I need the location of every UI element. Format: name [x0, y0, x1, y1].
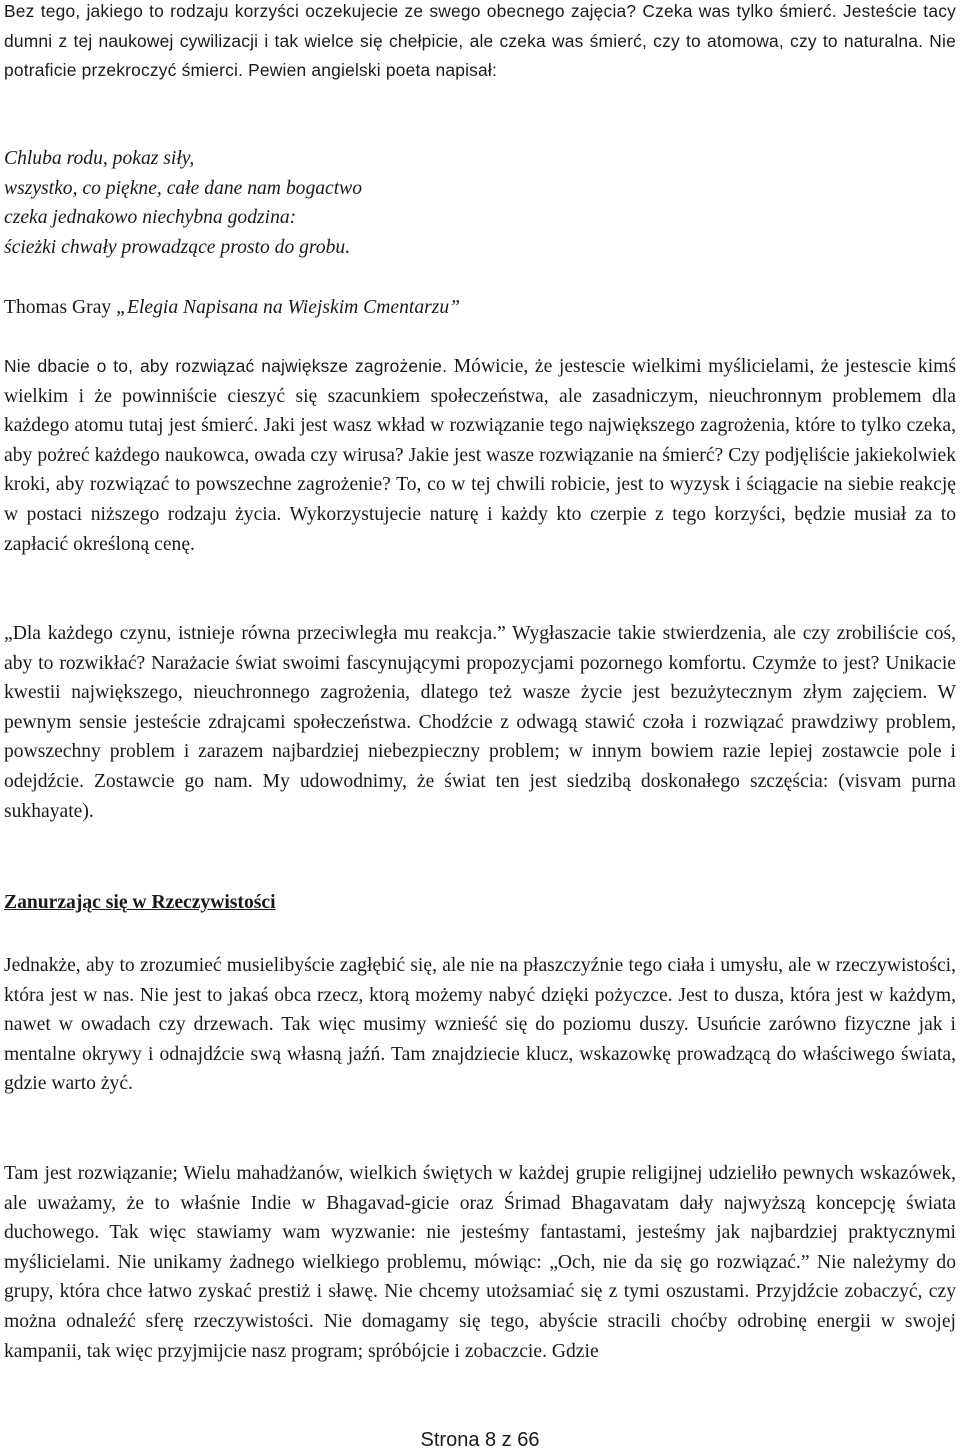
citation-author: Thomas Gray — [4, 297, 117, 318]
poem-line: ścieżki chwały prowadzące prosto do grobu. — [4, 236, 351, 258]
body-paragraph-2: „Dla każdego czynu, istnieje równa przeciwległa mu reakcja.” Wygłaszacie takie stwierdzenia, ale czy zrobiliście coś, aby to rozwikłać? Narażacie świat swoimi fascynującymi propozycjami pozornego komfortu. Czymże to jest? Unikacie kwestii największego, nieuchronnego zagrożenia, dlatego też wasze życie jest bezużytecznym złym zajęciem. W pewnym sensie jesteście zdrajcami społeczeństwa. Chodźcie z odwagą stawić czoła i rozwiązać prawdziwy problem, powszechny problem i zarazem najbardziej niebezpieczny problem; w innym bowiem razie lepiej zostawcie pole i odejdźcie. Zostawcie go nam. My udowodnimy, że świat ten jest siedzibą doskonałego szczęścia: (visvam purna sukhayate). — [4, 623, 956, 822]
section-heading: Zanurzając się w Rzeczywistości — [4, 892, 276, 913]
paragraph-lead: Nie dbacie o to, aby rozwiązać największe zagrożenie. — [4, 356, 448, 376]
poem-citation — [4, 293, 956, 323]
paragraph-body: Mówicie, że jestescie wielkimi myślicielami, że jestescie kimś wielkim i że powinniście cieszyć się szacunkiem społeczeństwa, ale zasadniczym, nieuchronnym problemem dla każdego atomu tutaj jest śmierć. Jaki jest wasz wkład w rozwiązanie tego największego zagrożenia, które to tylko czeka, aby pożreć każdego naukowca, owada czy wirusa? Jakie jest wasze rozwiązanie na śmierć? Czy podjęliście jakiekolwiek kroki, aby rozwiązać to powszechne zagrożenie? To, co w tej chwili robicie, jest to wyzysk i ściągacie na siebie reakcję w postaci niższego rodzaju życia. Wykorzystujecie naturę i każdy kto czerpie z tego korzyści, będzie musiał za to zapłacić określoną cenę. — [4, 356, 957, 555]
body-paragraph-1 — [4, 352, 956, 559]
poem-line: wszystko, co piękne, całe dane nam bogactwo — [4, 177, 363, 199]
intro-text: Bez tego, jakiego to rodzaju korzyści oczekujecie ze swego obecnego zajęcia? Czeka was tylko śmierć. Jesteście tacy dumni z tej naukowej cywilizacji i tak wielce się chełpicie, ale czeka was śmierć, czy to atomowa, czy to naturalna. Nie potraficie przekroczyć śmierci. Pewien angielski poeta napisał: — [4, 1, 956, 81]
citation-title: „Elegia Napisana na Wiejskim Cmentarzu” — [116, 297, 461, 318]
body-paragraph-3: Jednakże, aby to zrozumieć musielibyście zagłębić się, ale nie na płaszczyźnie tego ciała i umysłu, ale w rzeczywistości, która jest w nas. Nie jest to jakaś obca rzecz, ktorą możemy nabyć dzięki pożyczce. Jest to dusza, która jest w każdym, nawet w owadach czy drzewach. Tak więc musimy wznieść się do poziomu duszy. Usuńcie zarówno fizyczne jak i mentalne okrywy i odnajdźcie swą własną jaźń. Tam znajdziecie klucz, wskazowkę prowadzącą do właściwego świata, gdzie warto żyć. — [4, 955, 956, 1095]
poem-line: czeka jednakowo niechybna godzina: — [4, 207, 297, 229]
page-number: Strona 8 z 66 — [420, 1429, 540, 1451]
poem-line: Chluba rodu, pokaz siły, — [4, 148, 195, 169]
intro-paragraph — [4, 0, 956, 86]
body-paragraph-4: Tam jest rozwiązanie; Wielu mahadżanów, wielkich świętych w każdej grupie religijnej udzieliło pewnych wskazówek, ale uważamy, że to właśnie Indie w Bhagavad-gicie oraz Śrimad Bhagavatam dały najwyższą koncepcję świata duchowego. Tak więc stawiamy wam wyzwanie: nie jesteśmy fantastami, jesteśmy jak najbardziej praktycznymi myślicielami. Nie unikamy żadnego wielkiego problemu, mówiąc: „Och, nie da się go rozwiązać.” Nie należymy do grupy, która chce łatwo zyskać prestiż i sławę. Nie chcemy utożsamiać się z tymi oszustami. Przyjdźcie zobaczyć, czy można odnaleźć sferę rzeczywistości. Nie domagamy się tego, abyście stracili choćby odrobinę energii w swojej kampanii, tak więc przyjmijcie nasz program; spróbójcie i zobaczcie. Gdzie — [4, 1163, 956, 1362]
poem-quote — [4, 144, 956, 262]
